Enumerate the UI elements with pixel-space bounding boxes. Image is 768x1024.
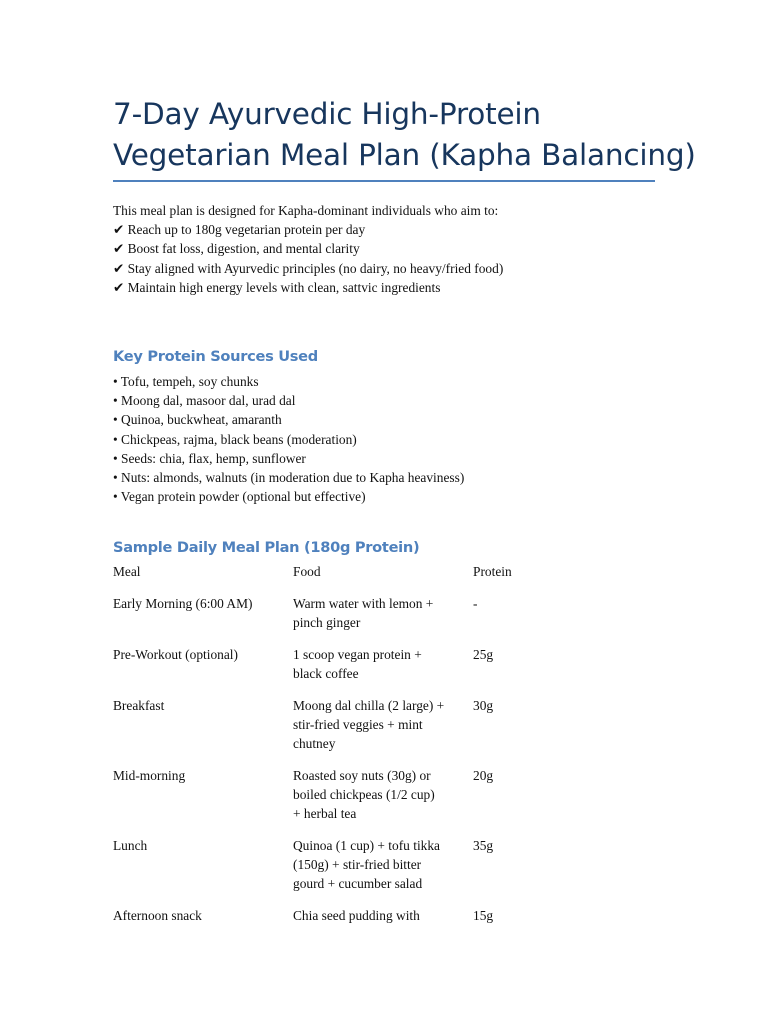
protein-cell: 35g: [473, 838, 494, 853]
table-row: [113, 594, 673, 645]
protein-sources-list: [113, 372, 673, 506]
food-line: + herbal tea: [293, 806, 357, 822]
food-cell: [293, 836, 473, 906]
food-cell: [293, 645, 473, 696]
table-row: [113, 766, 673, 836]
checklist-item: ✔ Maintain high energy levels with clean, sattvic ingredients: [113, 279, 441, 295]
list-item: • Vegan protein powder (optional but effective): [113, 489, 366, 505]
checklist-item: ✔ Reach up to 180g vegetarian protein per day: [113, 222, 366, 238]
protein-cell: 20g: [473, 768, 494, 783]
intro-line: This meal plan is designed for Kapha-dominant individuals who aim to:: [113, 203, 499, 218]
checklist-item: ✔ Boost fat loss, digestion, and mental clarity: [113, 241, 360, 257]
table-row: [113, 696, 673, 766]
table-row: [113, 906, 673, 930]
section-heading-meal-plan: Sample Daily Meal Plan (180g Protein): [113, 539, 420, 556]
food-line: black coffee: [293, 666, 359, 682]
column-header-food: Food: [293, 564, 321, 579]
food-line: stir-fried veggies + mint: [293, 717, 423, 733]
food-line: Quinoa (1 cup) + tofu tikka: [293, 838, 441, 853]
food-line: chutney: [293, 736, 336, 752]
food-cell: [293, 766, 473, 836]
list-item: • Quinoa, buckwheat, amaranth: [113, 412, 282, 428]
list-item: • Moong dal, masoor dal, urad dal: [113, 393, 296, 409]
food-line: boiled chickpeas (1/2 cup): [293, 787, 435, 803]
title-line: 7-Day Ayurvedic High-Protein: [113, 97, 541, 131]
meal-cell: Early Morning (6:00 AM): [113, 596, 253, 611]
document-title: [113, 94, 696, 176]
food-line: Roasted soy nuts (30g) or: [293, 768, 431, 783]
list-item: • Chickpeas, rajma, black beans (moderation): [113, 431, 357, 447]
column-header-meal: Meal: [113, 564, 141, 579]
list-item: • Seeds: chia, flax, hemp, sunflower: [113, 450, 306, 466]
intro-paragraph: [113, 201, 673, 297]
meal-cell: Lunch: [113, 838, 148, 853]
food-line: Chia seed pudding with: [293, 908, 420, 923]
table-row: [113, 645, 673, 696]
meal-cell: Pre-Workout (optional): [113, 647, 238, 662]
food-line: gourd + cucumber salad: [293, 876, 423, 892]
list-item: • Nuts: almonds, walnuts (in moderation due to Kapha heaviness): [113, 470, 465, 486]
title-line: Vegetarian Meal Plan (Kapha Balancing): [113, 138, 696, 172]
checklist-item: ✔ Stay aligned with Ayurvedic principles (no dairy, no heavy/fried food): [113, 260, 504, 276]
table-row: [113, 836, 673, 906]
protein-cell: 25g: [473, 647, 494, 662]
food-line: Warm water with lemon +: [293, 596, 434, 611]
list-item: • Tofu, tempeh, soy chunks: [113, 374, 259, 389]
column-header-protein: Protein: [473, 564, 512, 579]
title-underline: [113, 180, 655, 182]
food-cell: [293, 906, 473, 930]
food-line: pinch ginger: [293, 615, 361, 631]
protein-cell: -: [473, 596, 478, 611]
food-line: (150g) + stir-fried bitter: [293, 857, 422, 873]
protein-cell: 30g: [473, 698, 494, 713]
meal-cell: Breakfast: [113, 698, 165, 713]
food-cell: [293, 594, 473, 645]
meal-plan-table: [113, 562, 673, 930]
meal-cell: Afternoon snack: [113, 908, 202, 923]
food-line: 1 scoop vegan protein +: [293, 647, 422, 662]
food-cell: [293, 696, 473, 766]
food-line: Moong dal chilla (2 large) +: [293, 698, 445, 713]
table-header-row: [113, 562, 673, 594]
meal-cell: Mid-morning: [113, 768, 186, 783]
section-heading-protein-sources: Key Protein Sources Used: [113, 348, 318, 365]
protein-cell: 15g: [473, 908, 494, 923]
